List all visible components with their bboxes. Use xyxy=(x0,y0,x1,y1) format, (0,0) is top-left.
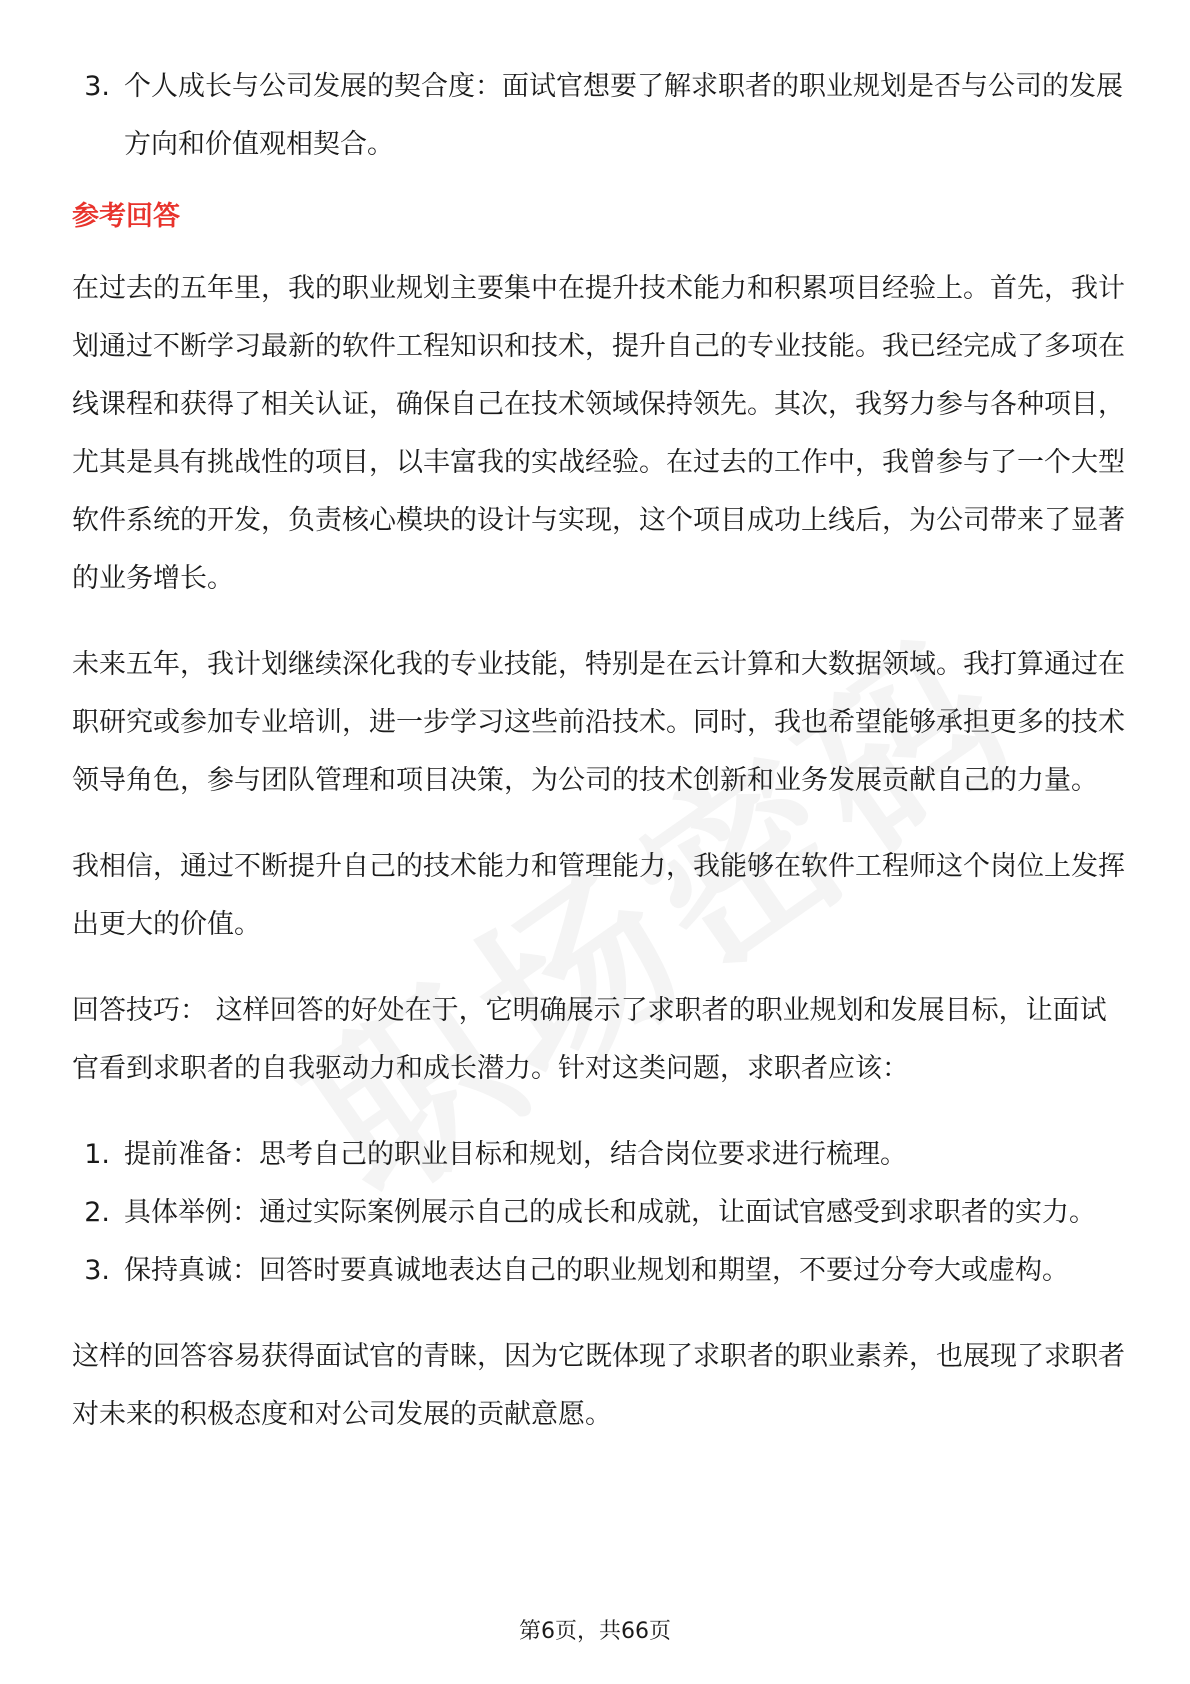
list-text: 个人成长与公司发展的契合度：面试官想要了解求职者的职业规划是否与公司的发展方向和价值观相契合。 xyxy=(124,71,1123,160)
list-number: 3. xyxy=(84,71,110,102)
page-number-footer: 第6页，共66页 xyxy=(519,1619,671,1644)
list-item xyxy=(72,1242,1128,1300)
paragraph: 在过去的五年里，我的职业规划主要集中在提升技术能力和积累项目经验上。首先，我计划通过不断学习最新的软件工程知识和技术，提升自己的专业技能。我已经完成了多项在线课程和获得了相关认证，确保自己在技术领域保持领先。其次，我努力参与各种项目，尤其是具有挑战性的项目，以丰富我的实战经验。在过去的工作中，我曾参与了一个大型软件系统的开发，负责核心模块的设计与实现，这个项目成功上线后，为公司带来了显著的业务增长。 xyxy=(72,273,1125,594)
question-points-list xyxy=(72,58,1128,174)
list-text: 保持真诚：回答时要真诚地表达自己的职业规划和期望，不要过分夸大或虚构。 xyxy=(124,1255,1069,1286)
list-text: 提前准备：思考自己的职业目标和规划，结合岗位要求进行梳理。 xyxy=(124,1139,907,1170)
document-content xyxy=(72,58,1128,1444)
list-text: 具体举例：通过实际案例展示自己的成长和成就，让面试官感受到求职者的实力。 xyxy=(124,1197,1096,1228)
list-number: 2. xyxy=(84,1197,110,1228)
tips-list xyxy=(72,1126,1128,1300)
list-item xyxy=(72,1126,1128,1184)
paragraph: 回答技巧： 这样回答的好处在于，它明确展示了求职者的职业规划和发展目标，让面试官看到求职者的自我驱动力和成长潜力。针对这类问题，求职者应该： xyxy=(72,995,1107,1084)
paragraph: 我相信，通过不断提升自己的技术能力和管理能力，我能够在软件工程师这个岗位上发挥出更大的价值。 xyxy=(72,851,1125,940)
list-number: 1. xyxy=(84,1139,110,1170)
answer-heading: 参考回答 xyxy=(72,201,180,232)
list-item xyxy=(72,1184,1128,1242)
paragraph: 未来五年，我计划继续深化我的专业技能，特别是在云计算和大数据领域。我打算通过在职研究或参加专业培训，进一步学习这些前沿技术。同时，我也希望能够承担更多的技术领导角色，参与团队管理和项目决策，为公司的技术创新和业务发展贡献自己的力量。 xyxy=(72,649,1125,796)
list-item xyxy=(72,58,1128,174)
list-number: 3. xyxy=(84,1255,110,1286)
closing-paragraph: 这样的回答容易获得面试官的青睐，因为它既体现了求职者的职业素养，也展现了求职者对未来的积极态度和对公司发展的贡献意愿。 xyxy=(72,1341,1125,1430)
